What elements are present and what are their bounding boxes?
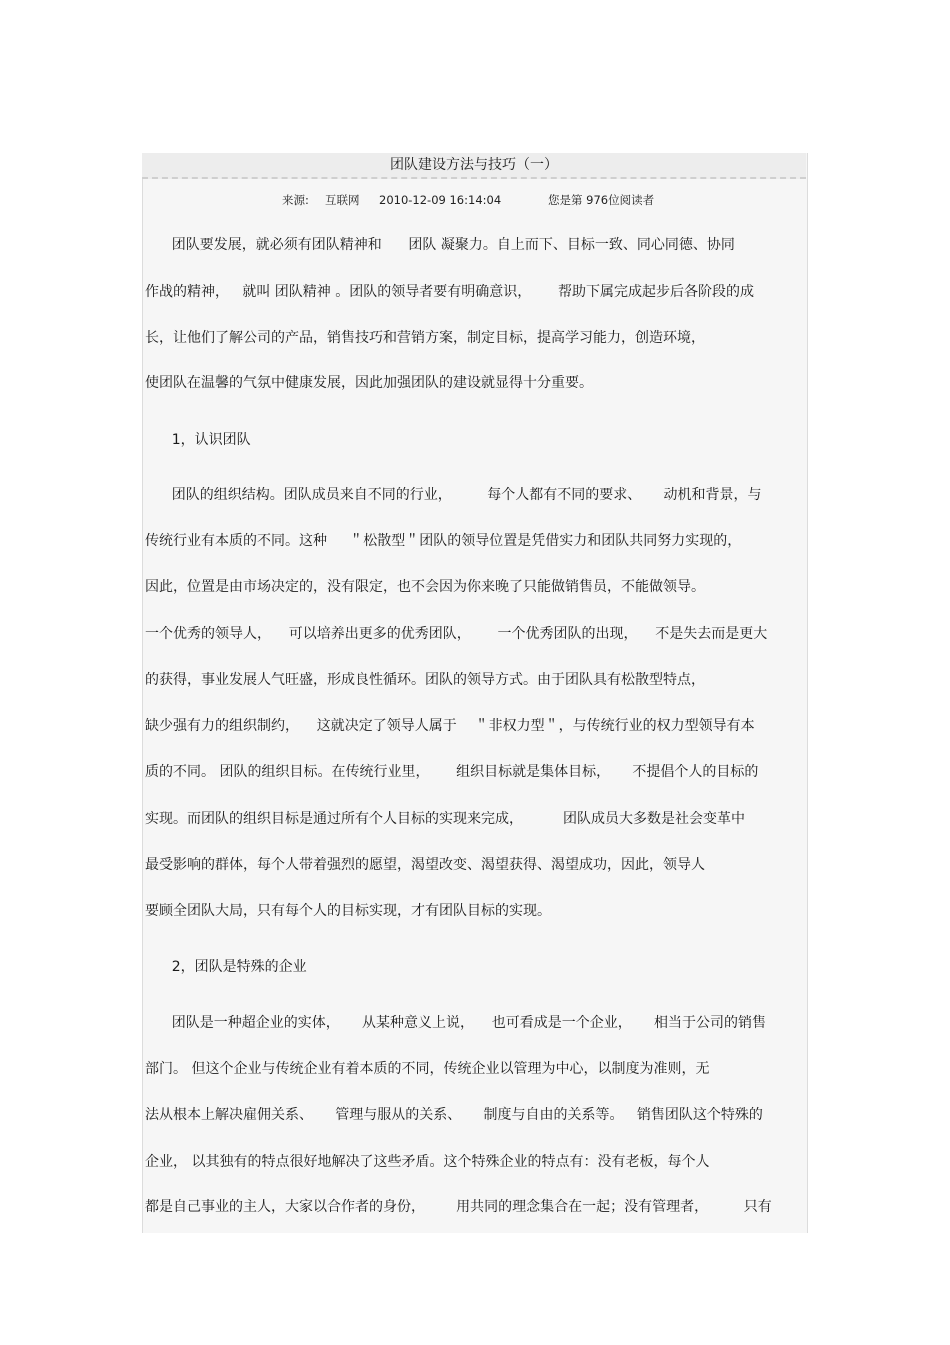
body-line: 实现。而团队的组织目标是通过所有个人目标的实现来完成， 团队成员大多数是社会变革中 [145, 811, 746, 827]
body-line: 传统行业有本质的不同。这种 ＂松散型＂团队的领导位置是凭借实力和团队共同努力实现的， [145, 533, 742, 549]
body-line: 企业， 以其独有的特点很好地解决了这些矛盾。这个特殊企业的特点有：没有老板，每个人 [145, 1154, 710, 1170]
body-line: 最受影响的群体，每个人带着强烈的愿望，渴望改变、渴望获得、渴望成功，因此，领导人 [145, 857, 705, 873]
article-title: 团队建设方法与技巧（一） [142, 153, 806, 179]
body-line: 团队要发展，就必须有团队精神和 团队 凝聚力。自上而下、目标一致、同心同德、协同 [145, 237, 735, 253]
section-heading: 2，团队是特殊的企业 [145, 959, 307, 975]
body-line: 因此，位置是由市场决定的，没有限定，也不会因为你来晚了只能做销售员，不能做领导。 [145, 579, 705, 595]
article-meta [142, 191, 806, 209]
body-line: 的获得，事业发展人气旺盛，形成良性循环。团队的领导方式。由于团队具有松散型特点， [145, 672, 705, 688]
reader-count: 您是第 976位阅读者 [548, 193, 655, 207]
section-heading: 1，认识团队 [145, 432, 251, 448]
body-line: 作战的精神， 就叫 团队精神 。团队的领导者要有明确意识， 帮助下属完成起步后各阶段的成 [145, 284, 754, 300]
body-line: 一个优秀的领导人， 可以培养出更多的优秀团队， 一个优秀团队的出现， 不是失去而是更大 [145, 626, 768, 642]
body-line: 部门。 但这个企业与传统企业有着本质的不同，传统企业以管理为中心，以制度为准则，无 [145, 1061, 710, 1077]
body-line: 团队的组织结构。团队成员来自不同的行业， 每个人都有不同的要求、 动机和背景，与 [145, 487, 762, 503]
source-value: 互联网 [325, 193, 360, 207]
body-line: 都是自己事业的主人，大家以合作者的身份， 用共同的理念集合在一起；没有管理者， 只有 [145, 1199, 772, 1215]
body-line: 质的不同。 团队的组织目标。在传统行业里， 组织目标就是集体目标， 不提倡个人的目标的 [145, 764, 759, 780]
body-line: 要顾全团队大局，只有每个人的目标实现，才有团队目标的实现。 [145, 903, 551, 919]
body-line: 使团队在温馨的气氛中健康发展，因此加强团队的建设就显得十分重要。 [145, 375, 593, 391]
body-line: 缺少强有力的组织制约， 这就决定了领导人属于 ＂非权力型＂，与传统行业的权力型领导有本 [145, 718, 755, 734]
body-line: 长，让他们了解公司的产品，销售技巧和营销方案，制定目标，提高学习能力，创造环境， [145, 330, 705, 346]
source-label: 来源: [282, 193, 309, 207]
body-line: 团队是一种超企业的实体， 从某种意义上说， 也可看成是一个企业， 相当于公司的销售 [145, 1015, 767, 1031]
body-line: 法从根本上解决雇佣关系、 管理与服从的关系、 制度与自由的关系等。 销售团队这个特殊的 [145, 1107, 763, 1123]
publish-datetime: 2010-12-09 16:14:04 [379, 193, 502, 207]
